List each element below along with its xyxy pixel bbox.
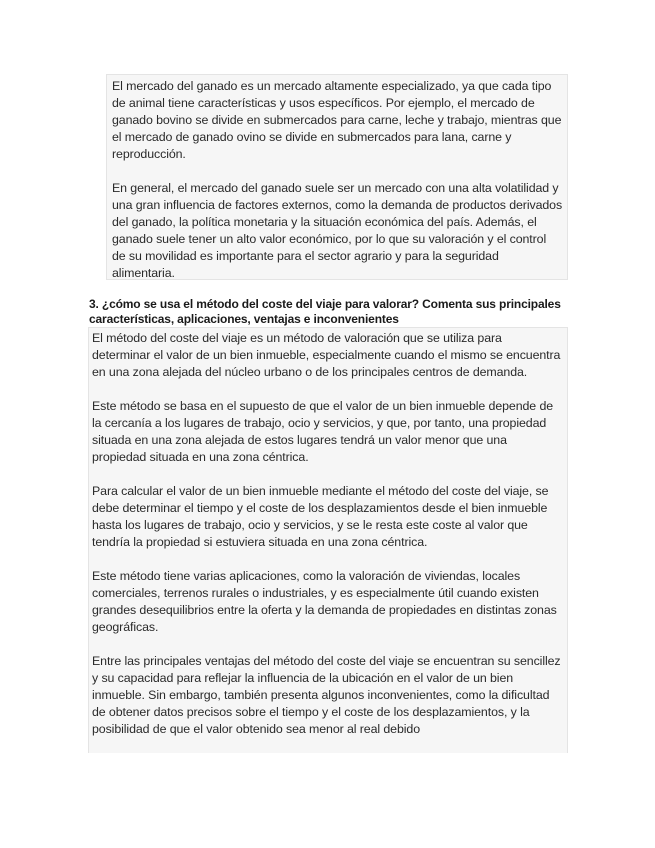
answer-paragraph-3: Para calcular el valor de un bien inmueble mediante el método del coste del viaje, se debe determinar el tiempo y el coste de los desplazamientos desde el bien inmueble hasta los lugares de trabajo, ocio y servicios, y se le resta este coste al valor que tendría la propiedad si estuviera situada en una zona céntrica. xyxy=(92,484,549,549)
intro-paragraph-1: El mercado del ganado es un mercado altamente especializado, ya que cada tipo de animal tiene características y usos específicos. Por ejemplo, el mercado de ganado bovino se divide en submercados para carne, leche y trabajo, mientras que el mercado de ganado ovino se divide en submercados para lana, carne y reproducción. xyxy=(112,79,562,161)
question-heading: 3. ¿cómo se usa el método del coste del viaje para valorar? Comenta sus principales características, aplicaciones, ventajas e inconvenientes xyxy=(89,297,561,326)
intro-paragraph-2: En general, el mercado del ganado suele ser un mercado con una alta volatilidad y una gran influencia de factores externos, como la demanda de productos derivados del ganado, la política monetaria y la situación económica del país. Además, el ganado suele tener un alto valor económico, por lo que su valoración y el control de su movilidad es importante para el sector agrario y para la seguridad alimentaria. xyxy=(112,181,563,280)
answer-paragraph-2: Este método se basa en el supuesto de que el valor de un bien inmueble depende de la cercanía a los lugares de trabajo, ocio y servicios, y que, por tanto, una propiedad situada en una zona alejada de estos lugares tendrá un valor menor que una propiedad situada en una zona céntrica. xyxy=(92,399,554,464)
answer-paragraph-5: Entre las principales ventajas del método del coste del viaje se encuentran su sencillez y su capacidad para reflejar la influencia de la ubicación en el valor de un bien inmueble. Sin embargo, también presenta algunos inconvenientes, como la dificultad de obtener datos precisos sobre el tiempo y el coste de los desplazamientos, y la posibilidad de que el valor obtenido sea menor al real debido xyxy=(92,654,561,736)
answer-text-block xyxy=(88,327,568,753)
answer-paragraph-1: El método del coste del viaje es un método de valoración que se utiliza para determinar el valor de un bien inmueble, especialmente cuando el mismo se encuentra en una zona alejada del núcleo urbano o de los principales centros de demanda. xyxy=(92,331,561,379)
intro-text-block xyxy=(106,74,568,280)
answer-paragraph-4: Este método tiene varias aplicaciones, como la valoración de viviendas, locales comerciales, terrenos rurales o industriales, y es especialmente útil cuando existen grandes desequilibrios entre la oferta y la demanda de propiedades en distintas zonas geográficas. xyxy=(92,569,557,634)
